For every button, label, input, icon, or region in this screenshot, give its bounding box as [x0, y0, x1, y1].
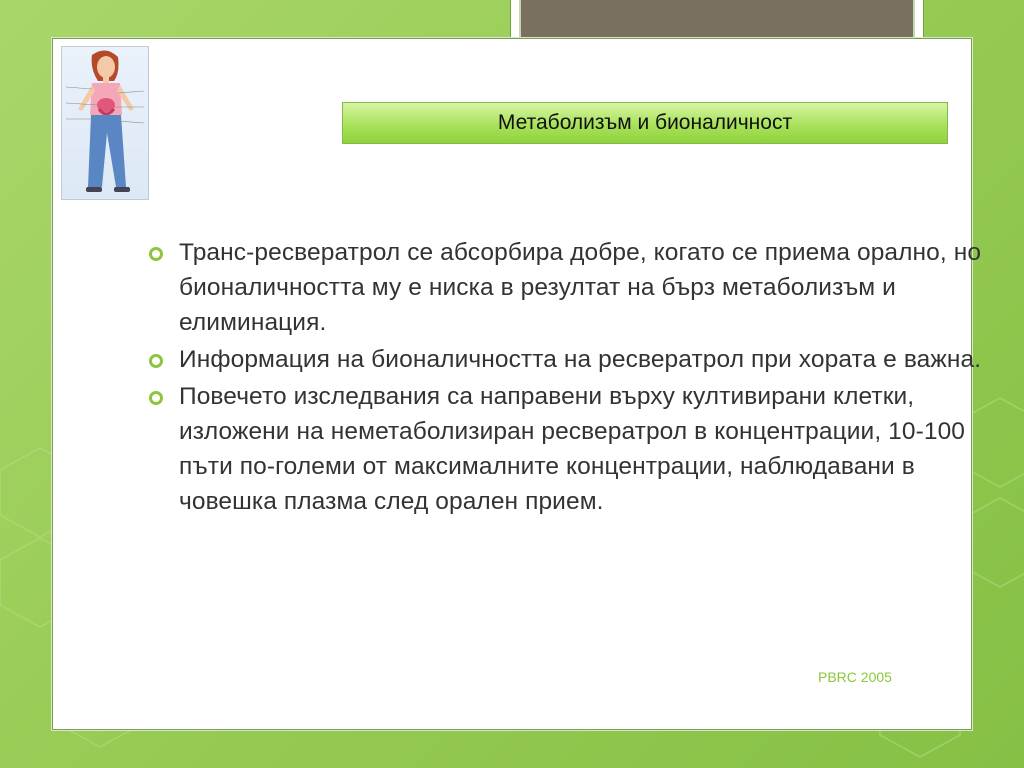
bullet-text: Информация на бионаличността на ресвератрол при хората е важна. [179, 346, 982, 373]
bullet-text: Повечето изследвания са направени върху култивирани клетки, изложени на неметаболизиран ресвератрол в концентрации, 10-100 пъти по-големи от максималните концентрации, наблюдавани в човешка плазма след орален прием. [179, 383, 966, 515]
bullet-icon [149, 354, 163, 368]
bullet-item [149, 379, 989, 519]
slide-title: Метаболизъм и бионаличност [497, 111, 793, 134]
body-illustration [61, 46, 149, 200]
bullet-item [149, 342, 989, 377]
human-figure-icon [62, 47, 148, 199]
bullet-item [149, 235, 989, 340]
source-citation: PBRC 2005 [818, 669, 892, 685]
bullet-icon [149, 247, 163, 261]
bullet-text: Транс-ресвератрол се абсорбира добре, когато се приема орално, но бионаличността му е ниска в резултат на бърз метаболизъм и елиминация. [179, 239, 982, 336]
slide-title-bar [342, 102, 948, 144]
bullet-list [149, 235, 989, 521]
bullet-icon [149, 391, 163, 405]
slide-panel [52, 38, 982, 730]
